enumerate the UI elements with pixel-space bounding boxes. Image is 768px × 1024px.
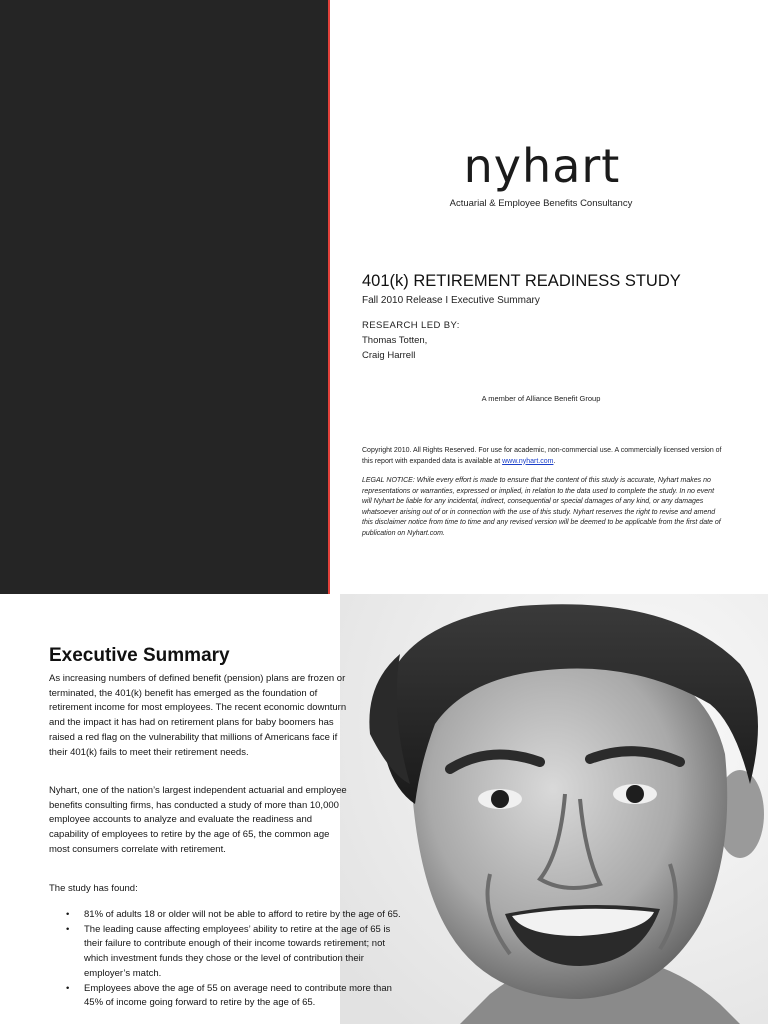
copyright-text: Copyright 2010. All Rights Reserved. For use for academic, non-commercial use. A commercially licensed version of this report with expanded data is available at <box>362 447 722 465</box>
copyright-end: . <box>553 457 556 465</box>
legal-notice: LEGAL NOTICE: While every effort is made to ensure that the content of this study is accurate, Nyhart makes no representations or warranties, expressed or implied, in relation to the data used to complete the study. In no event will Nyhart be liable for any incidental, indirect, consequential or special damages of any kind, or any damages whatsoever arising out of or in connection with the use of this study. Nyhart reserves the right to revise and amend this disclaimer notice from time to time and any revised version will be deemed to be applicable from the first date of publication on Nyhart.com. <box>362 477 721 537</box>
bullet-icon: • <box>66 909 70 920</box>
logo-tagline: Actuarial & Employee Benefits Consultancy <box>449 198 633 209</box>
nyhart-logo <box>442 136 642 196</box>
release-line: Fall 2010 Release I Executive Summary <box>362 295 540 306</box>
cover-sidebar <box>0 0 328 594</box>
list-item <box>60 908 405 923</box>
executive-summary-page <box>0 594 768 1024</box>
nyhart-website-link[interactable]: www.nyhart.com <box>502 457 554 465</box>
list-item <box>60 982 405 1011</box>
research-led-label: RESEARCH LED BY: <box>362 320 460 331</box>
list-item <box>60 923 405 982</box>
author-name: Thomas Totten, <box>362 335 428 346</box>
sidebar-accent-edge <box>328 0 330 594</box>
summary-paragraph: As increasing numbers of defined benefit (pension) plans are frozen or terminated, the 401(k) benefit has emerged as the foundation of retirement income for most employees. The recent economic downturn and the impact it has had on retirement plans for baby boomers has raised a red flag on the vulnerability that millions of Americans face if their 401(k) fails to meet their retirement needs. <box>49 673 347 758</box>
copyright-notice <box>362 446 722 467</box>
author-name: Craig Harrell <box>362 350 416 361</box>
section-heading: Executive Summary <box>49 645 230 666</box>
summary-paragraph: Nyhart, one of the nation’s largest independent actuarial and employee benefits consulting firms, has conducted a study of more than 10,000 employee accounts to analyze and evaluate the readiness and capability of employees to retire by the age of 65, the common age most consumers correlate with retirement. <box>49 785 347 855</box>
finding-text: Employees above the age of 55 on average need to contribute more than 45% of income going forward to retire by the age of 65. <box>84 982 392 1009</box>
member-note: A member of Alliance Benefit Group <box>481 394 601 403</box>
finding-text: 81% of adults 18 or older will not be able to afford to retire by the age of 65. <box>84 909 401 920</box>
bullet-icon: • <box>66 923 70 935</box>
finding-text: The leading cause affecting employees’ ability to retire at the age of 65 is their failure to contribute enough of their income towards retirement; not which investment funds they chose or the level of contribution their employer’s match. <box>84 923 391 979</box>
logo-wordmark: nyhart <box>463 139 621 193</box>
summary-paragraph: The study has found: <box>49 883 138 894</box>
study-title: 401(k) RETIREMENT READINESS STUDY <box>362 272 681 290</box>
findings-list <box>60 908 405 1011</box>
bullet-icon: • <box>66 982 70 994</box>
